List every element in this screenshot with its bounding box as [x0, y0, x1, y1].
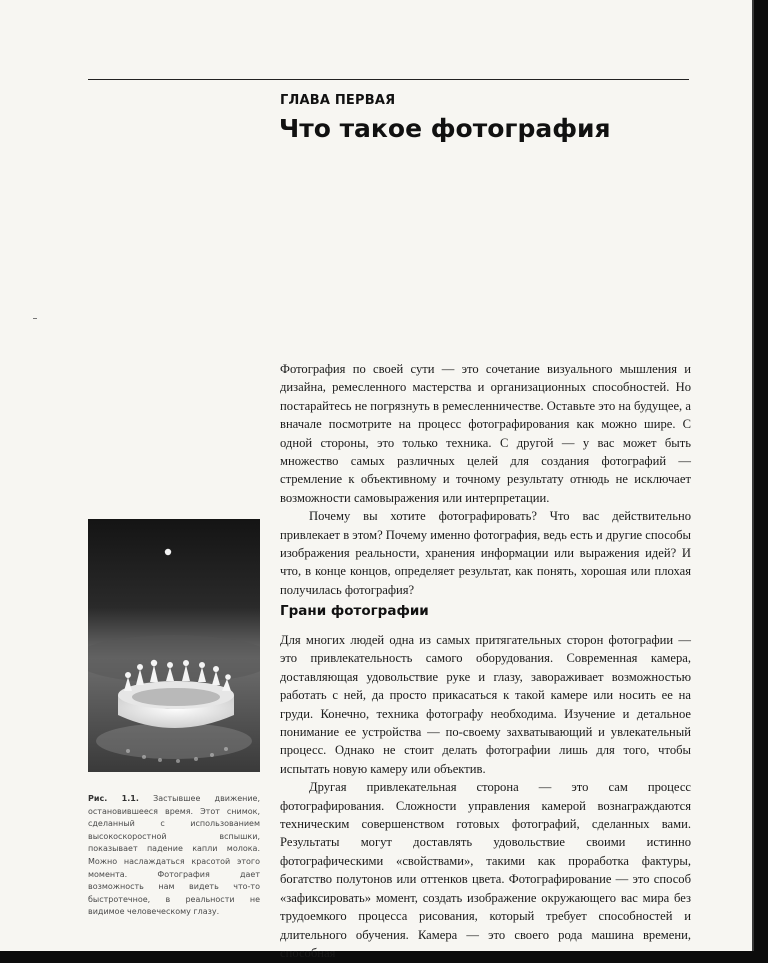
figure-caption — [88, 793, 260, 919]
intro-paragraph-2: Почему вы хотите фотографировать? Что вас действительно привлекает в этом? Почему именно фотография, ведь есть и другие способы изображения реальности, хранения информации или выражения идей? И что, в конце концов, определяет результат, как понять, хорошая или плохая получилась фотография? — [280, 509, 691, 597]
section-heading: Грани фотографии — [280, 603, 429, 619]
section-text — [280, 631, 691, 962]
milk-drop-icon — [88, 519, 260, 772]
figure-number: Рис. 1.1. — [88, 794, 139, 803]
figure-caption-text: Застывшее движение, остановившееся время. Этот снимок, сделанный с использованием высокоскоростной вспышки, показывает падение капли молока. Можно наслаждаться красотой этого момента. Фотография дает возможность нам видеть что-то быстротечное, в реальности не видимое человеческому глазу. — [88, 794, 261, 917]
intro-paragraph-1: Фотография по своей сути — это сочетание визуального мышления и дизайна, ремесленного мастерства и организационных способностей. Но постарайтесь не погрязнуть в ремесленничестве. Оставьте это на будущее, а вначале посмотрите на процесс фотографирования как можно шире. С одной стороны, это только техника. С другой — у вас может быть множество самых различных целей для создания фотографий — стремление к объективному и точному результату отнюдь не исключает возможности самовыражения или интерпретации. — [280, 362, 691, 505]
figure-photo — [88, 519, 260, 772]
section-paragraph-1: Для многих людей одна из самых притягательных сторон фотографии — это привлекательность самого оборудования. Современная камера, доставляющая удовольствие руке и глазу, завораживает возможностью работать с ней, да просто прикасаться к такой камере или носить ее на груди. Конечно, техника фотографу необходима. Изучение и детальное понимание ее устройства — по-своему захватывающий и увлекательный процесс. Однако не стоит делать фотографии лишь для того, чтобы испытать новую камеру или объектив. — [280, 633, 691, 776]
chapter-label: ГЛАВА ПЕРВАЯ — [280, 93, 396, 108]
header-rule — [88, 79, 689, 80]
section-paragraph-2: Другая привлекательная сторона — это сам процесс фотографирования. Сложности управления камерой вознаграждаются техническим совершенством готовых фотографий, сделанных вами. Результаты могут доставлять удовольствие своими истинно фотографическими «свойствами», такими как проработка фактуры, богатство полутонов или оттенков цвета. Фотографирование — это способ «зафиксировать» момент, создать изображение окружающего вас мира без трудоемкого процесса рисования, который требует способностей и длительного обучения. Камера — это своего рода машина времени, способная — [280, 780, 691, 960]
chapter-title: Что такое фотография — [279, 114, 611, 143]
intro-text — [280, 360, 691, 599]
margin-mark — [33, 318, 37, 319]
